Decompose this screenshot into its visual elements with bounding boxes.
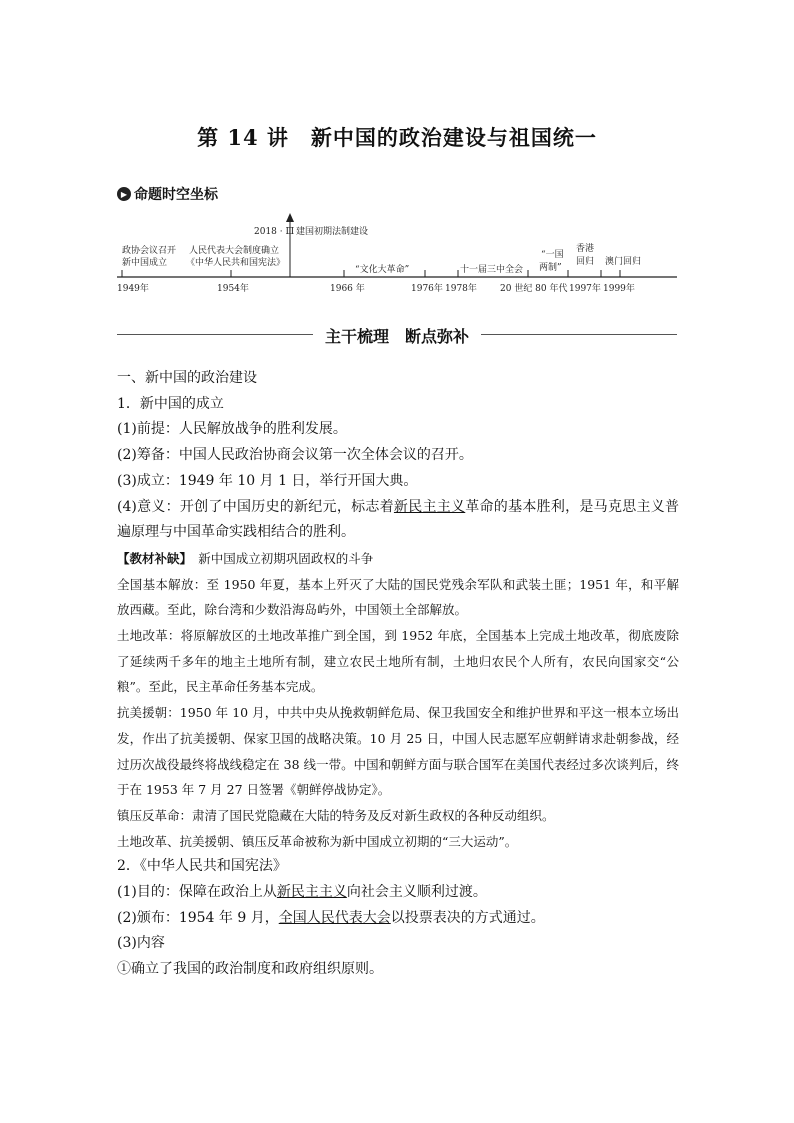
tl-e5: 十一届三中全会	[460, 265, 524, 275]
text-span: (2)颁布：1954 年 9 月，	[117, 909, 279, 926]
heading-1-1: 1．新中国的成立	[117, 395, 224, 412]
tl-y7: 1999年	[603, 284, 635, 294]
tl-e0: 政协会议召开	[122, 246, 177, 256]
tl-e3: 《中华人民共和国宪法》	[186, 258, 286, 268]
tl-e1: 新中国成立	[122, 258, 168, 268]
divider-title: 主干梳理 断点弥补	[313, 327, 481, 346]
section-tag	[117, 184, 218, 204]
tl-y3: 1976年	[411, 284, 443, 294]
supp-liberation: 全国基本解放：至 1950 年夏，基本上歼灭了大陆的国民党残余军队和武装土匪；1951 年，和平解放西藏。至此，除台湾和少数沿海岛屿外，中国领土全部解放。	[117, 576, 679, 618]
timeline-ticks	[122, 218, 620, 277]
tl-e7: 两制”	[539, 263, 562, 273]
section-divider	[117, 324, 677, 344]
tl-e10: 澳门回归	[605, 257, 642, 267]
supp-land-reform: 土地改革：将原解放区的土地改革推广到全国，到 1952 年底，全国基本上完成土地改革，彻底废除了延续两千多年的地主土地所有制，建立农民土地所有制，土地归农民个人所有，农民向国家交“公粮”。至此，民主革命任务基本完成。	[117, 628, 679, 695]
underlined-term: 新民主主义	[393, 498, 466, 515]
tl-e4: “文化大革命”	[355, 265, 410, 275]
tl-e2: 人民代表大会制度确立	[189, 246, 280, 256]
supplement-title: 新中国成立初期巩固政权的斗争	[198, 550, 374, 566]
heading-1: 一、新中国的政治建设	[117, 370, 257, 386]
underlined-term: 全国人民代表大会	[278, 909, 391, 926]
tl-y2: 1966 年	[330, 284, 365, 294]
para-preparation: (2)筹备：中国人民政治协商会议第一次全体会议的召开。	[117, 447, 473, 464]
tl-y6: 1997年	[569, 284, 601, 294]
timeline-arrow-icon	[286, 213, 294, 222]
tl-legal: 建国初期法制建设	[296, 227, 369, 237]
main-content	[117, 366, 679, 983]
text-span: 向社会主义顺利过渡。	[346, 884, 487, 901]
tl-e6: “一国	[541, 250, 564, 260]
tl-e8: 香港	[576, 244, 595, 254]
para-founding: (3)成立：1949 年 10 月 1 日，举行开国大典。	[117, 472, 418, 489]
supplement-label: 【教材补缺】	[117, 550, 186, 566]
tl-y5: 20 世纪 80 年代	[500, 284, 568, 294]
text-span: (1)目的：保障在政治上从	[117, 884, 277, 901]
tl-2018: 2018 · Ⅲ	[254, 227, 295, 237]
para-premise: (1)前提：人民解放战争的胜利发展。	[117, 421, 347, 438]
page-title: 第 14 讲 新中国的政治建设与祖国统一	[197, 125, 597, 150]
underlined-term: 新民主主义	[276, 884, 347, 901]
text-span: 革命的基本胜利，是马克思主义普遍原理与中国革命实践相结合的胜利。	[117, 498, 680, 541]
text-span: (4)意义：开创了中国历史的新纪元，标志着	[117, 498, 394, 515]
para-content: (3)内容	[117, 935, 165, 952]
tl-y0: 1949年	[117, 284, 149, 294]
tl-y4: 1978年	[445, 284, 477, 294]
section-tag-label: 命题时空坐标	[134, 187, 218, 203]
supp-korea: 抗美援朝：1950 年 10 月，中共中央从挽救朝鲜危局、保卫我国安全和维护世界和平这一根本立场出发，作出了抗美援朝、保家卫国的战略决策。10 月 25 日，中国人民志愿军应朝鲜请求赴朝参战，经过历次战役最终将战线稳定在 38 线一带。中国和朝鲜方面与联合国军在美国代表经过多次谈判后，终于在 1953 年 7 月 27 日签署《朝鲜停战协定》。	[117, 705, 679, 798]
supplement-heading	[117, 546, 679, 572]
play-icon: ▶	[117, 187, 131, 201]
para-significance	[117, 495, 679, 546]
tl-y1: 1954年	[217, 284, 249, 294]
supp-suppression: 镇压反革命：肃清了国民党隐藏在大陆的特务及反对新生政权的各种反动组织。	[117, 807, 555, 823]
text-span: 以投票表决的方式通过。	[390, 909, 545, 926]
para-purpose	[117, 880, 679, 906]
para-content-1: ①确立了我国的政治制度和政府组织原则。	[117, 961, 383, 978]
para-promulgation	[117, 906, 679, 932]
supp-three-movements: 土地改革、抗美援朝、镇压反革命被称为新中国成立初期的“三大运动”。	[117, 833, 518, 849]
tl-e9: 回归	[576, 257, 595, 267]
heading-1-2: 2．《中华人民共和国宪法》	[117, 858, 287, 875]
